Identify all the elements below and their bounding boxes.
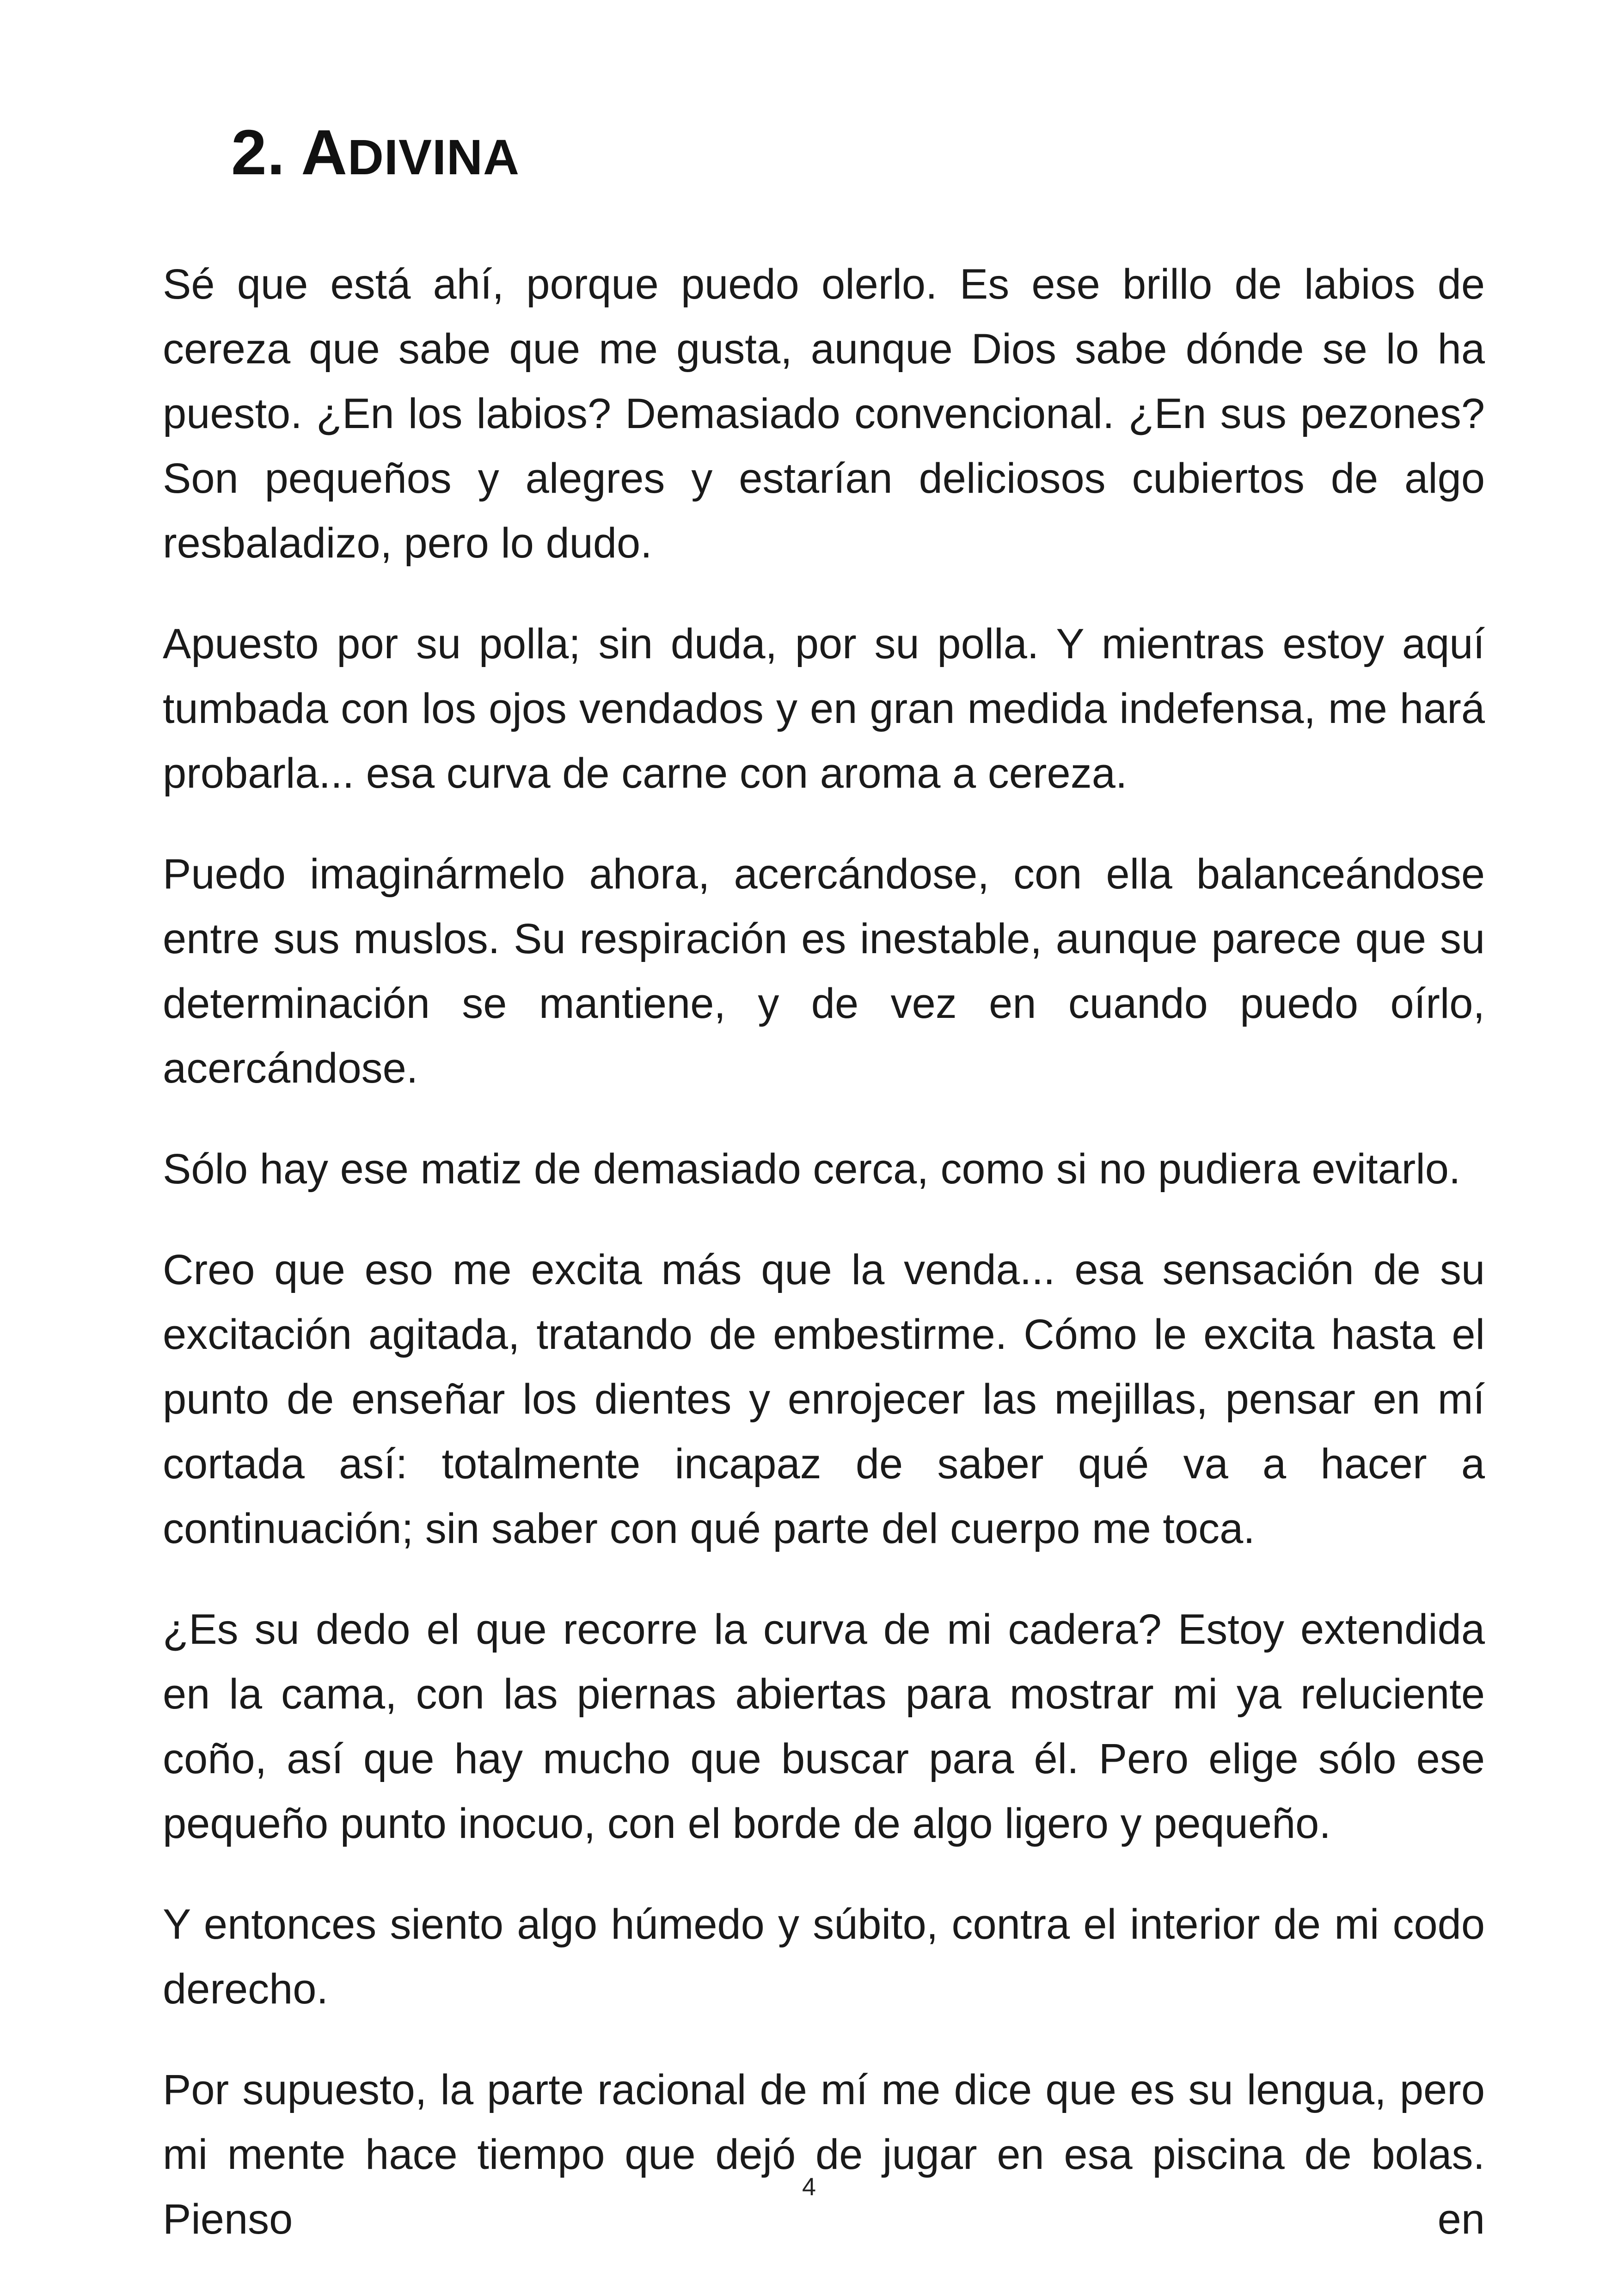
paragraph: Y entonces siento algo húmedo y súbito, contra el interior de mi codo derecho.	[163, 1901, 1485, 2013]
page-number: 4	[802, 2173, 816, 2201]
chapter-title-rest: DIVINA	[348, 129, 520, 185]
paragraph: Puedo imaginármelo ahora, acercándose, con ella balanceándose entre sus muslos. Su respiración es inestable, aunque parece que su determinación se mantiene, y de vez en cuando puedo oírlo, acercándose.	[163, 851, 1485, 1092]
paragraph: Apuesto por su polla; sin duda, por su polla. Y mientras estoy aquí tumbada con los ojos vendados y en gran medida indefensa, me hará probarla... esa curva de carne con aroma a cereza.	[163, 620, 1485, 797]
paragraph: Sólo hay ese matiz de demasiado cerca, como si no pudiera evitarlo.	[163, 1145, 1461, 1193]
paragraph: Sé que está ahí, porque puedo olerlo. Es ese brillo de labios de cereza que sabe que me gusta, aunque Dios sabe dónde se lo ha puesto. ¿En los labios? Demasiado convencional. ¿En sus pezones? Son pequeños y alegres y estarían deliciosos cubiertos de algo resbaladizo, pero lo dudo.	[163, 261, 1485, 567]
paragraph: Por supuesto, la parte racional de mí me dice que es su lengua, pero mi mente hace tiempo que dejó de jugar en esa piscina de bolas. Pienso en	[163, 2066, 1485, 2243]
paragraph: Creo que eso me excita más que la venda... esa sensación de su excitación agitada, tratando de embestirme. Cómo le excita hasta el punto de enseñar los dientes y enrojecer las mejillas, pensar en mí cortada así: totalmente incapaz de saber qué va a hacer a continuación; sin saber con qué parte del cuerpo me toca.	[163, 1246, 1485, 1552]
paragraph: ¿Es su dedo el que recorre la curva de mi cadera? Estoy extendida en la cama, con las piernas abiertas para mostrar mi ya reluciente coño, así que hay mucho que buscar para él. Pero elige sólo ese pequeño punto inocuo, con el borde de algo ligero y pequeño.	[163, 1606, 1485, 1847]
chapter-title-initial: A	[301, 117, 348, 188]
chapter-number: 2.	[231, 117, 286, 188]
chapter-title	[231, 118, 520, 188]
body-text	[163, 252, 1485, 2252]
